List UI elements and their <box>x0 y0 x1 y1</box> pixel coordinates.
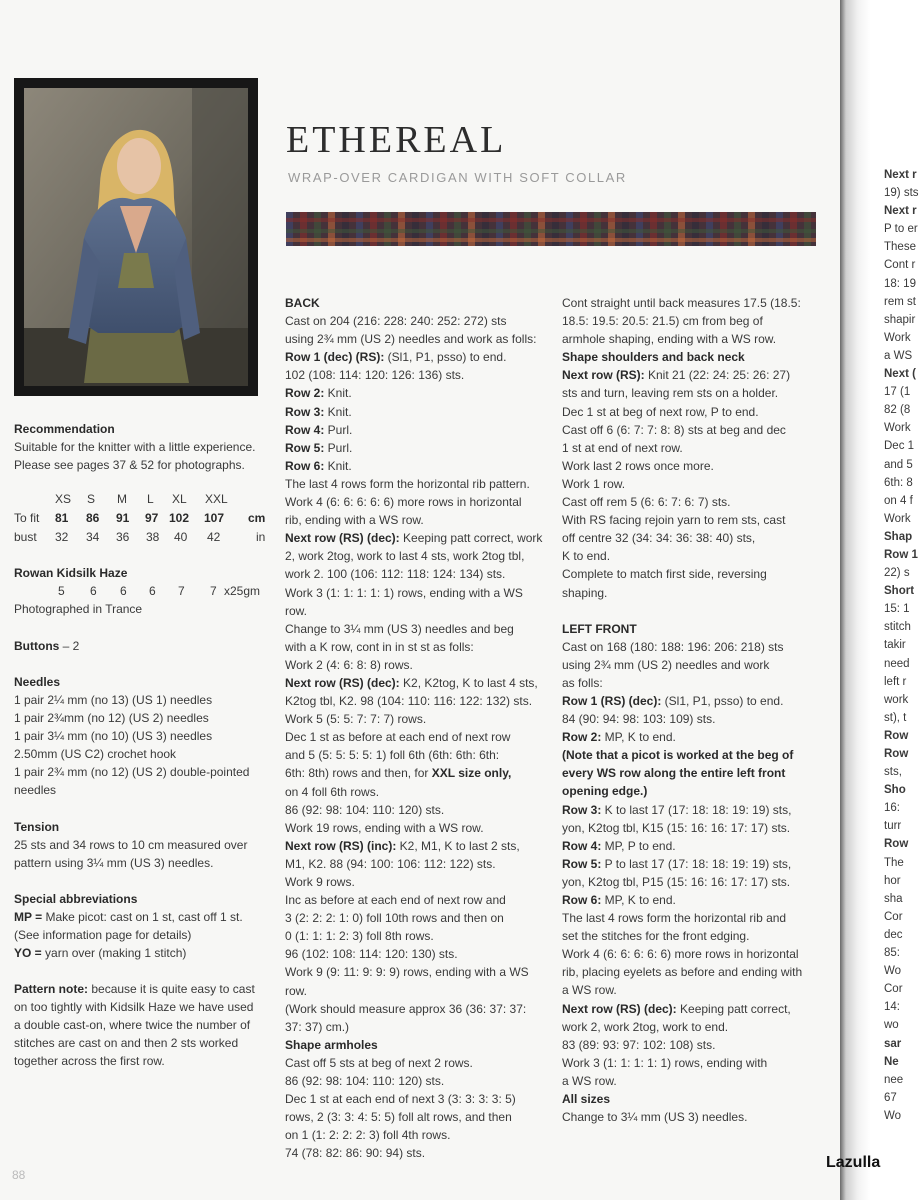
yarn-count: 7 <box>210 584 217 598</box>
text-part-bold: XXL size only, <box>431 766 512 781</box>
next-page-line: Cor <box>884 910 903 923</box>
row-text: Keeping patt correct, <box>676 1001 791 1016</box>
picot-note: (Note that a picot is worked at the beg of <box>562 748 794 763</box>
text-line: 37: 37) cm.) <box>285 1019 350 1034</box>
watermark: Lazulla <box>826 1154 881 1171</box>
model-photo <box>14 78 258 396</box>
next-page-line: 6th: 8 <box>884 476 913 489</box>
text-line: Cont straight until back measures 17.5 (18.5: <box>562 296 801 310</box>
abbr-text: yarn over (making 1 stitch) <box>41 946 187 960</box>
text-line: 86 (92: 98: 104: 110: 120) sts. <box>285 802 445 817</box>
size-label: XXL <box>205 492 228 506</box>
text-line: M1, K2. 88 (94: 100: 106: 112: 122) sts. <box>285 856 496 871</box>
row-instruction <box>285 674 545 692</box>
text-line: rib, placing eyelets as before and ending with <box>562 965 803 980</box>
yarn-section <box>14 564 268 618</box>
bust-value: 36 <box>116 530 130 544</box>
needle-line: 1 pair 2¼ mm (no 13) (US 1) needles <box>14 693 213 707</box>
yarn-count: 7 <box>178 584 185 598</box>
yarn-count: 5 <box>58 584 65 598</box>
next-page-line: on 4 f <box>884 494 913 507</box>
row-instruction <box>562 1000 822 1018</box>
row-instruction <box>285 348 545 366</box>
tartan-band <box>286 212 816 246</box>
next-page-line: 16: <box>884 802 900 815</box>
needle-line: needles <box>14 783 57 797</box>
next-page-line: The <box>884 856 904 869</box>
row-key: Row 3: <box>285 404 325 419</box>
abbr-yo <box>14 944 268 962</box>
text-line: armhole shaping, ending with a WS row. <box>562 332 777 347</box>
row-instruction <box>285 439 545 457</box>
text-line: Work 3 (1: 1: 1: 1: 1) rows, ending with <box>562 1055 768 1070</box>
text-line: using 2¾ mm (US 2) needles and work as folls: <box>285 332 537 347</box>
text-line: Work 3 (1: 1: 1: 1: 1) rows, ending with a WS row. <box>285 585 523 618</box>
section-heading-back: BACK <box>285 296 320 310</box>
tension-line: 25 sts and 34 rows to 10 cm measured over <box>14 838 248 852</box>
size-label: XS <box>55 492 72 506</box>
next-page-line: These <box>884 241 916 254</box>
row-key: Row 3: <box>562 802 602 817</box>
text-line: 83 (89: 93: 97: 102: 108) sts. <box>562 1037 716 1052</box>
next-page-line: Work <box>884 512 911 525</box>
row-text: P to last 17 (17: 18: 18: 19: 19) sts, <box>601 856 792 871</box>
row-key: Next row (RS): <box>562 368 645 383</box>
next-page-line: Work <box>884 331 911 344</box>
text-line: yon, K2tog tbl, K15 (15: 16: 16: 17: 17) sts. <box>562 820 791 835</box>
next-page-line: Row <box>884 748 909 760</box>
next-page-line: need <box>884 657 910 670</box>
text-line: a WS row. <box>562 1073 617 1088</box>
photographed-in: Photographed in Trance <box>14 602 143 616</box>
next-page-line: Wo <box>884 965 902 978</box>
text-line: K to end. <box>562 549 611 564</box>
bust-value: 40 <box>174 530 188 544</box>
size-label: XL <box>172 492 187 506</box>
next-page-line: Next r <box>884 169 917 181</box>
row-instruction <box>562 366 822 384</box>
text-line: Cast on 204 (216: 228: 240: 252: 272) sts <box>285 314 507 329</box>
next-page-line: left r <box>884 675 907 688</box>
text-line: Work 1 row. <box>562 476 626 491</box>
row-key: Row 4: <box>562 838 602 853</box>
needles-heading: Needles <box>14 675 61 689</box>
next-page-line: Row <box>884 729 909 742</box>
text-line: 18.5: 19.5: 20.5: 21.5) cm from beg of <box>562 314 763 329</box>
row-instruction <box>562 728 822 746</box>
row-text: K2, M1, K to last 2 sts, <box>396 838 520 853</box>
bust-label: bust <box>14 530 37 544</box>
recommendation-line: Suitable for the knitter with a little experience. <box>14 440 256 454</box>
text-line: set the stitches for the front edging. <box>562 929 750 944</box>
row-text: K to last 17 (17: 18: 18: 19: 19) sts, <box>601 802 792 817</box>
text-line: Change to 3¼ mm (US 3) needles and beg <box>285 621 514 636</box>
row-instruction <box>562 855 822 873</box>
bust-value: 38 <box>146 530 160 544</box>
size-labels-row <box>14 492 274 511</box>
next-page-line: 85: <box>884 947 900 960</box>
next-page-line: st), t <box>884 711 907 724</box>
to-fit-value: 86 <box>86 511 100 525</box>
text-line: 74 (78: 82: 86: 90: 94) sts. <box>285 1146 426 1161</box>
text-line: off centre 32 (34: 34: 36: 38: 40) sts, <box>562 531 756 546</box>
text-line: Work 5 (5: 5: 7: 7: 7) rows. <box>285 712 427 727</box>
row-key: Row 4: <box>285 422 325 437</box>
to-fit-value: 91 <box>116 511 130 525</box>
text-line: The last 4 rows form the horizontal rib pattern. <box>285 476 530 491</box>
text-line: Work 9 (9: 11: 9: 9: 9) rows, ending with a WS row. <box>285 965 529 998</box>
text-line: Work 9 rows. <box>285 875 355 889</box>
text-line: 0 (1: 1: 1: 2: 3) foll 8th rows. <box>285 929 434 944</box>
buttons-section <box>14 637 268 655</box>
next-page-line: wo <box>884 1019 899 1032</box>
row-key: Next row (RS) (inc): <box>285 838 397 853</box>
row-instruction <box>285 529 545 547</box>
row-key: Row 1 (dec) (RS): <box>285 350 385 365</box>
next-page-line: a WS <box>884 349 913 362</box>
text-line: K2tog tbl, K2. 98 (104: 110: 116: 122: 132) sts. <box>285 694 533 709</box>
next-page-line: Shap <box>884 530 913 543</box>
next-page-line: hor <box>884 874 901 887</box>
text-line: 86 (92: 98: 104: 110: 120) sts. <box>285 1074 445 1089</box>
text-line: Work 2 (4: 6: 8: 8) rows. <box>285 657 413 672</box>
yarn-counts-row <box>14 582 268 600</box>
needle-line: 1 pair 3¼ mm (no 10) (US 3) needles <box>14 729 213 743</box>
next-page-line: work <box>884 693 909 706</box>
text-line: on 4 foll 6th rows. <box>285 784 380 799</box>
text-line: Cast off rem 5 (6: 6: 7: 6: 7) sts. <box>562 495 731 510</box>
text-line: Work last 2 rows once more. <box>562 458 714 473</box>
pattern-subtitle: WRAP-OVER CARDIGAN WITH SOFT COLLAR <box>288 170 627 185</box>
size-label: L <box>147 492 154 506</box>
row-text: K2, K2tog, K to last 4 sts, <box>399 675 538 690</box>
text-line: rows, 2 (3: 3: 4: 5: 5) foll alt rows, and then <box>285 1110 512 1125</box>
pattern-note-line: stitches are cast on and then 2 sts worked <box>14 1036 239 1050</box>
to-fit-value: 81 <box>55 511 69 525</box>
tartan-stripe <box>286 238 816 242</box>
subheading-shape-shoulders: Shape shoulders and back neck <box>562 350 745 365</box>
text-line: 3 (2: 2: 2: 1: 0) foll 10th rows and then on <box>285 911 504 926</box>
row-key: Next row (RS) (dec): <box>285 675 400 690</box>
size-label: M <box>117 492 127 506</box>
next-page-line: 15: 1 <box>884 603 910 616</box>
next-page-line: rem st <box>884 295 916 308</box>
next-page-line: Next ( <box>884 368 916 381</box>
row-key: Row 5: <box>562 856 602 871</box>
text-line: Work 4 (6: 6: 6: 6: 6) more rows in horizontal <box>562 947 799 962</box>
to-fit-value: 97 <box>145 511 159 525</box>
abbr-text: Make picot: cast on 1 st, cast off 1 st. <box>42 910 243 924</box>
row-key: Row 2: <box>285 386 325 401</box>
to-fit-row <box>14 511 274 530</box>
abbr-key: MP = <box>14 910 43 924</box>
text-line: 96 (102: 108: 114: 120: 130) sts. <box>285 947 458 962</box>
picot-note: every WS row along the entire left front <box>562 766 786 781</box>
text-line: rib, ending with a WS row. <box>285 513 424 528</box>
text-line: Cast on 168 (180: 188: 196: 206: 218) sts <box>562 639 784 654</box>
row-key: Row 2: <box>562 730 602 745</box>
row-instruction <box>285 457 545 475</box>
next-page-line: 17 (1 <box>884 386 911 399</box>
yarn-count: 6 <box>120 584 127 598</box>
row-text: Keeping patt correct, work <box>399 531 543 546</box>
text-line: sts and turn, leaving rem sts on a holder. <box>562 386 779 401</box>
row-instruction <box>562 891 822 909</box>
next-page-line: Next r <box>884 205 917 218</box>
next-page-line: Sho <box>884 784 906 797</box>
row-key: Row 6: <box>285 458 325 473</box>
row-key: Row 5: <box>285 440 325 455</box>
tension-heading: Tension <box>14 820 60 834</box>
row-text: (Sl1, P1, psso) to end. <box>384 350 507 365</box>
next-page-line: Short <box>884 585 915 598</box>
next-page-line: Dec 1 <box>884 440 915 453</box>
text-line: Change to 3¼ mm (US 3) needles. <box>562 1110 748 1125</box>
needles-section <box>14 673 268 799</box>
next-page-line: stitch <box>884 621 911 634</box>
row-instruction <box>285 421 545 439</box>
text-line: Work 4 (6: 6: 6: 6: 6) more rows in horizontal <box>285 495 522 510</box>
pattern-note-section <box>14 980 268 1070</box>
text-line: as folls: <box>562 675 603 690</box>
row-instruction <box>562 692 822 710</box>
pattern-title: ETHEREAL <box>286 119 507 161</box>
size-table <box>14 492 274 549</box>
abbr-mp <box>14 908 268 926</box>
next-page-line: turr <box>884 820 902 833</box>
to-fit-unit: cm <box>248 511 266 525</box>
row-instruction <box>285 384 545 402</box>
next-page-line: 67 <box>884 1091 897 1104</box>
row-text: Knit. <box>324 386 352 401</box>
recommendation-heading: Recommendation <box>14 422 115 436</box>
text-line: Inc as before at each end of next row and <box>285 893 506 908</box>
next-page-line: Row <box>884 838 909 851</box>
bust-value: 42 <box>207 530 221 544</box>
text-line: With RS facing rejoin yarn to rem sts, cast <box>562 513 786 528</box>
next-page-line: Ne <box>884 1055 899 1068</box>
pattern-note-line: together across the first row. <box>14 1054 165 1068</box>
row-key: Row 1 (RS) (dec): <box>562 693 662 708</box>
text-line: Work 19 rows, ending with a WS row. <box>285 820 484 835</box>
next-page-line: Cont r <box>884 259 916 272</box>
text-line: 1 st at end of next row. <box>562 440 683 455</box>
size-label: S <box>87 492 96 506</box>
abbreviations-heading: Special abbreviations <box>14 892 138 906</box>
text-part: 6th: 8th) rows and then, for <box>285 766 432 781</box>
bust-value: 32 <box>55 530 69 544</box>
row-key: Next row (RS) (dec): <box>562 1001 677 1016</box>
text-line: Complete to match first side, reversing <box>562 567 767 582</box>
row-key: Next row (RS) (dec): <box>285 531 400 546</box>
pattern-note-key: Pattern note: <box>14 982 89 996</box>
to-fit-value: 107 <box>204 511 225 525</box>
row-text: Purl. <box>324 440 353 455</box>
tension-line: pattern using 3¼ mm (US 3) needles. <box>14 856 214 870</box>
next-page-line: Wo <box>884 1109 902 1122</box>
row-instruction <box>562 801 822 819</box>
buttons-count: – 2 <box>59 639 80 653</box>
subheading-shape-armholes: Shape armholes <box>285 1037 378 1052</box>
text-line: Dec 1 st at each end of next 3 (3: 3: 3: 3: 5) <box>285 1092 516 1107</box>
text-line: shaping. <box>562 585 608 600</box>
photo-illustration <box>24 88 248 386</box>
needle-line: 2.50mm (US C2) crochet hook <box>14 747 177 761</box>
row-instruction <box>285 403 545 421</box>
needle-line: 1 pair 2¾mm (no 12) (US 2) needles <box>14 711 209 725</box>
row-instruction <box>562 837 822 855</box>
pattern-note-line: a double cast-on, where twice the number of <box>14 1018 251 1032</box>
next-page-line: and 5 <box>884 458 913 471</box>
pattern-note-line: because it is quite easy to cast <box>88 982 255 996</box>
left-front-instructions-column <box>562 294 822 1126</box>
next-page-line: 82 (8 <box>884 404 911 417</box>
back-instructions-column <box>285 294 545 1163</box>
text-line: yon, K2tog tbl, P15 (15: 16: 16: 17: 17) sts. <box>562 874 791 889</box>
row-text: MP, K to end. <box>601 893 676 907</box>
text-line: 2, work 2tog, work to last 4 sts, work 2tog tbl, <box>285 549 525 564</box>
page-number: 88 <box>12 1168 26 1182</box>
pattern-note-line: on too tightly with Kidsilk Haze we have used <box>14 1000 254 1014</box>
text-line: Dec 1 st as before at each end of next row <box>285 730 511 745</box>
text-line: and 5 (5: 5: 5: 5: 1) foll 6th (6th: 6th: 6th: <box>285 748 500 763</box>
text-line: Dec 1 st at beg of next row, P to end. <box>562 404 759 419</box>
next-page-line: 22) s <box>884 567 910 580</box>
needle-line: 1 pair 2¾ mm (no 12) (US 2) double-pointed <box>14 765 250 779</box>
text-line: with a K row, cont in in st st as folls: <box>285 639 474 654</box>
next-page-line: shapir <box>884 313 916 326</box>
next-page-line: 18: 19 <box>884 277 916 290</box>
next-page-line: Row 1 <box>884 548 918 561</box>
text-line <box>285 764 545 782</box>
yarn-count: 6 <box>149 584 156 598</box>
row-text: Knit 21 (22: 24: 25: 26: 27) <box>644 368 791 383</box>
next-page-line: sar <box>884 1037 902 1050</box>
next-page-line: nee <box>884 1073 904 1086</box>
row-text: Knit. <box>324 404 352 419</box>
next-page-line: sha <box>884 892 903 905</box>
bust-row <box>14 530 274 549</box>
text-line: Cast off 6 (6: 7: 7: 8: 8) sts at beg and dec <box>562 422 786 437</box>
tension-section <box>14 818 268 872</box>
section-heading-left-front: LEFT FRONT <box>562 621 637 636</box>
bust-unit: in <box>256 530 266 544</box>
bust-value: 34 <box>86 530 100 544</box>
text-line: work 2. 100 (106: 112: 118: 124: 134) sts. <box>285 567 506 582</box>
yarn-count: 6 <box>90 584 97 598</box>
next-page-line: Work <box>884 422 911 435</box>
abbr-key: YO = <box>14 946 42 960</box>
text-line: using 2¾ mm (US 2) needles and work <box>562 657 770 672</box>
next-page-fragment <box>884 166 921 1125</box>
recommendation-line: Please see pages 37 & 52 for photographs. <box>14 458 245 472</box>
text-line: The last 4 rows form the horizontal rib and <box>562 911 787 926</box>
next-page-line: Cor <box>884 983 903 996</box>
next-page-line: dec <box>884 928 903 941</box>
picot-note: opening edge.) <box>562 784 648 799</box>
tartan-stripe <box>286 218 816 222</box>
text-line: a WS row. <box>562 983 617 998</box>
next-page-line: sts, <box>884 766 902 779</box>
buttons-heading: Buttons <box>14 639 60 653</box>
text-line: work 2, work 2tog, work to end. <box>562 1019 729 1034</box>
row-text: MP, K to end. <box>601 730 676 745</box>
row-key: Row 6: <box>562 893 602 907</box>
text-line: on 1 (1: 2: 2: 2: 3) foll 4th rows. <box>285 1128 451 1143</box>
next-page-line: 14: <box>884 1001 900 1014</box>
yarn-unit: x25gm <box>224 584 261 598</box>
next-page-line: P to er <box>884 223 918 236</box>
row-text: Knit. <box>324 458 352 473</box>
row-text: Purl. <box>324 422 353 437</box>
next-page-line: takir <box>884 639 906 652</box>
next-page-line: 19) sts <box>884 187 919 200</box>
text-line: 84 (90: 94: 98: 103: 109) sts. <box>562 712 716 727</box>
row-instruction <box>285 837 545 855</box>
row-text: MP, P to end. <box>601 838 676 853</box>
text-line: Cast off 5 sts at beg of next 2 rows. <box>285 1055 473 1070</box>
to-fit-value: 102 <box>169 511 190 525</box>
text-line: (Work should measure approx 36 (36: 37: 37: <box>285 1001 527 1016</box>
tartan-stripe <box>286 229 816 233</box>
abbreviations-section <box>14 890 268 962</box>
row-text: (Sl1, P1, psso) to end. <box>661 693 784 708</box>
recommendation-section <box>14 420 268 474</box>
to-fit-label: To fit <box>14 511 40 525</box>
subheading-all-sizes: All sizes <box>562 1092 611 1107</box>
yarn-heading: Rowan Kidsilk Haze <box>14 566 128 580</box>
abbr-mp-note: (See information page for details) <box>14 928 192 942</box>
text-line: 102 (108: 114: 120: 126: 136) sts. <box>285 368 465 383</box>
